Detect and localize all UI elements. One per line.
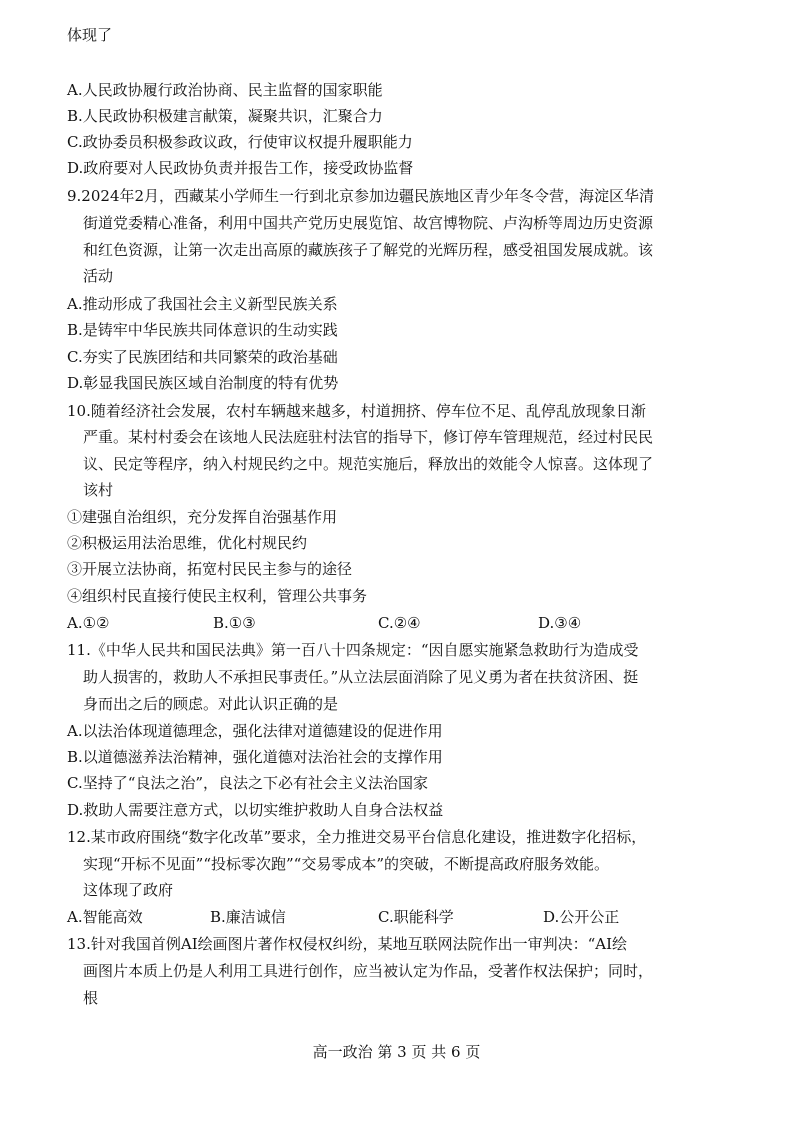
q10-statement-3: ③开展立法协商，拓宽村民民主参与的途径: [67, 560, 353, 578]
q13-stem-line: 13.针对我国首例AI绘画图片著作权侵权纠纷，某地互联网法院作出一审判决：“AI绘: [67, 935, 628, 953]
q12-choice-b: B.廉洁诚信: [210, 908, 286, 926]
q9-stem-line: 活动: [83, 267, 114, 285]
q10-stem-line: 议、民定等程序，纳入村规民约之中。规范实施后，释放出的效能令人惊喜。这体现了: [83, 455, 654, 473]
q10-choice-d: D.③④: [538, 614, 582, 632]
q12-stem-line: 12.某市政府围绕“数字化改革”要求，全力推进交易平台信息化建设，推进数字化招标，: [67, 828, 647, 846]
q11-stem-line: 11.《中华人民共和国民法典》第一百八十四条规定：“因自愿实施紧急救助行为造成受: [67, 641, 639, 659]
q12-stem-line: 实现“开标不见面”“投标零次跑”“交易零成本”的突破，不断提高政府服务效能。: [83, 855, 610, 873]
q13-stem-line: 根: [83, 989, 99, 1007]
q11-option-d: D.救助人需要注意方式，以切实维护救助人自身合法权益: [67, 801, 444, 819]
q10-stem-line: 10.随着经济社会发展，农村车辆越来越多，村道拥挤、停车位不足、乱停乱放现象日渐: [67, 402, 646, 420]
q9-stem-line: 和红色资源，让第一次走出高原的藏族孩子了解党的光辉历程，感受祖国发展成就。该: [83, 241, 654, 259]
q10-statement-1: ①建强自治组织，充分发挥自治强基作用: [67, 508, 338, 526]
q8-option-c: C.政协委员积极参政议政，行使审议权提升履职能力: [67, 133, 413, 151]
q8-option-b: B.人民政协积极建言献策，凝聚共识，汇聚合力: [67, 107, 383, 125]
q10-choice-b: B.①③: [213, 614, 256, 632]
q11-option-c: C.坚持了“良法之治”，良法之下必有社会主义法治国家: [67, 774, 429, 792]
q10-choice-a: A.①②: [67, 614, 110, 632]
q11-option-a: A.以法治体现道德理念，强化法律对道德建设的促进作用: [67, 722, 443, 740]
q9-stem-line: 9.2024年2月，西藏某小学师生一行到北京参加边疆民族地区青少年冬令营，海淀区华清: [67, 187, 655, 205]
q9-option-b: B.是铸牢中华民族共同体意识的生动实践: [67, 321, 338, 339]
q11-stem-line: 助人损害的，救助人不承担民事责任。”从立法层面消除了见义勇为者在扶贫济困、挺: [83, 668, 639, 686]
q9-stem-line: 街道党委精心准备，利用中国共产党历史展览馆、故宫博物院、卢沟桥等周边历史资源: [83, 214, 654, 232]
q8-option-a: A.人民政协履行政治协商、民主监督的国家职能: [67, 81, 383, 99]
q12-choice-c: C.职能科学: [378, 908, 454, 926]
q10-statement-2: ②积极运用法治思维，优化村规民约: [67, 534, 308, 552]
q11-option-b: B.以道德滋养法治精神，强化道德对法治社会的支撑作用: [67, 748, 443, 766]
q10-statement-4: ④组织村民直接行使民主权利，管理公共事务: [67, 587, 368, 605]
q12-choice-a: A.智能高效: [67, 908, 143, 926]
page-footer: 高一政治 第 3 页 共 6 页: [312, 1043, 481, 1061]
q10-choice-c: C.②④: [378, 614, 421, 632]
q8-option-d: D.政府要对人民政协负责并报告工作，接受政协监督: [67, 159, 414, 177]
q9-option-a: A.推动形成了我国社会主义新型民族关系: [67, 295, 338, 313]
q10-stem-line: 严重。某村村委会在该地人民法庭驻村法官的指导下，修订停车管理规范，经过村民民: [83, 428, 654, 446]
q12-choice-d: D.公开公正: [543, 908, 620, 926]
q9-option-c: C.夯实了民族团结和共同繁荣的政治基础: [67, 348, 338, 366]
q13-stem-line: 画图片本质上仍是人利用工具进行创作，应当被认定为作品，受著作权法保护；同时，: [83, 962, 654, 980]
q11-stem-line: 身而出之后的顾虑。对此认识正确的是: [83, 695, 339, 713]
q9-option-d: D.彰显我国民族区域自治制度的特有优势: [67, 374, 339, 392]
intro-text: 体现了: [67, 26, 113, 44]
q12-stem-line: 这体现了政府: [83, 881, 174, 899]
q10-stem-line: 该村: [83, 481, 114, 499]
